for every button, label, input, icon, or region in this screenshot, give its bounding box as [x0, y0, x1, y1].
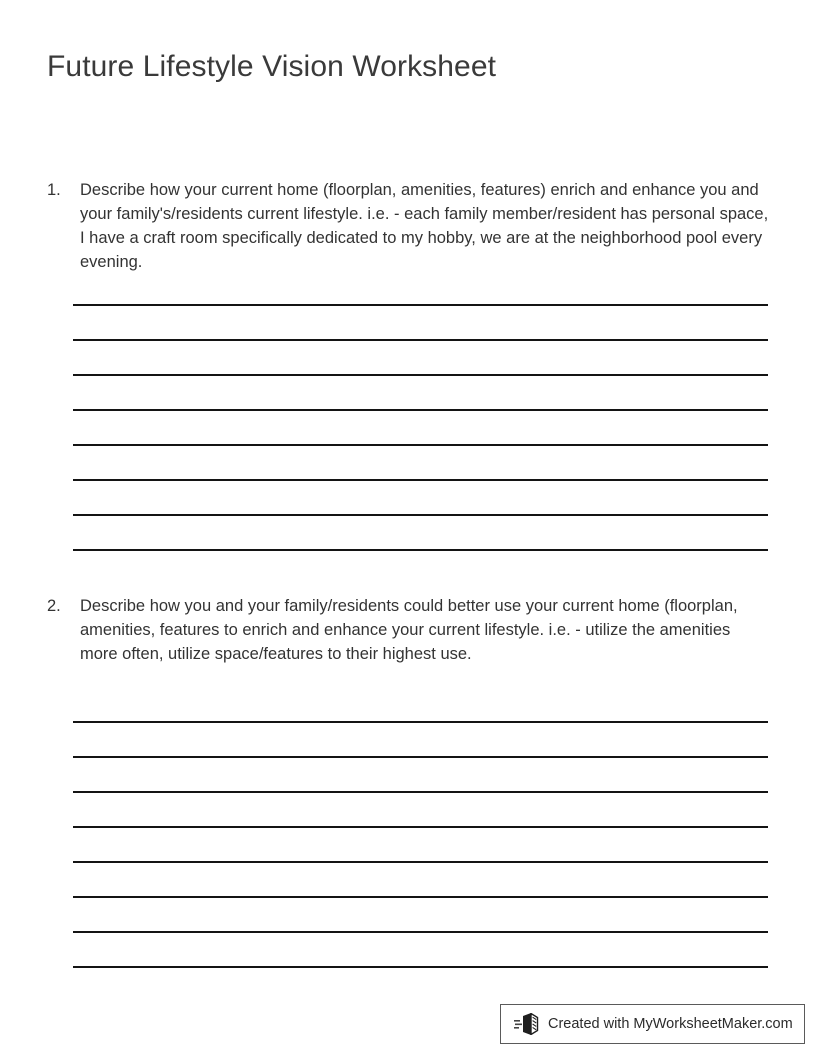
answer-line[interactable]	[73, 374, 768, 409]
myworksheetmaker-logo-icon	[514, 1013, 540, 1035]
answer-line[interactable]	[73, 966, 768, 1001]
answer-line[interactable]	[73, 931, 768, 966]
answer-line[interactable]	[73, 826, 768, 861]
created-with-label: Created with MyWorksheetMaker.com	[548, 1016, 793, 1032]
answer-line[interactable]	[73, 304, 768, 339]
question-number: 1.	[47, 181, 61, 199]
answer-line[interactable]	[73, 549, 768, 584]
answer-line[interactable]	[73, 479, 768, 514]
answer-line[interactable]	[73, 861, 768, 896]
question-text: Describe how your current home (floorplan, amenities, features) enrich and enhance you and your family's/residents current lifestyle. i.e. - each family member/resident has personal space, I have a craft room specifically dedicated to my hobby, we are at the neighborhood pool every evening.	[80, 181, 769, 271]
question-block-1	[47, 178, 771, 274]
question-row	[47, 594, 771, 666]
answer-line[interactable]	[73, 514, 768, 549]
answer-line[interactable]	[73, 756, 768, 791]
answer-line[interactable]	[73, 896, 768, 931]
answer-lines-question-2[interactable]	[73, 721, 768, 1001]
answer-line[interactable]	[73, 339, 768, 374]
page-title: Future Lifestyle Vision Worksheet	[47, 50, 497, 83]
question-row	[47, 178, 771, 274]
answer-line[interactable]	[73, 409, 768, 444]
answer-line[interactable]	[73, 444, 768, 479]
question-text: Describe how you and your family/residents could better use your current home (floorplan, amenities, features to enrich and enhance your current lifestyle. i.e. - utilize the amenities more often, utilize space/features to their highest use.	[80, 597, 738, 663]
answer-line[interactable]	[73, 721, 768, 756]
question-number: 2.	[47, 597, 61, 615]
question-block-2	[47, 594, 771, 666]
created-with-badge[interactable]	[500, 1004, 805, 1044]
answer-line[interactable]	[73, 791, 768, 826]
answer-lines-question-1[interactable]	[73, 304, 768, 584]
